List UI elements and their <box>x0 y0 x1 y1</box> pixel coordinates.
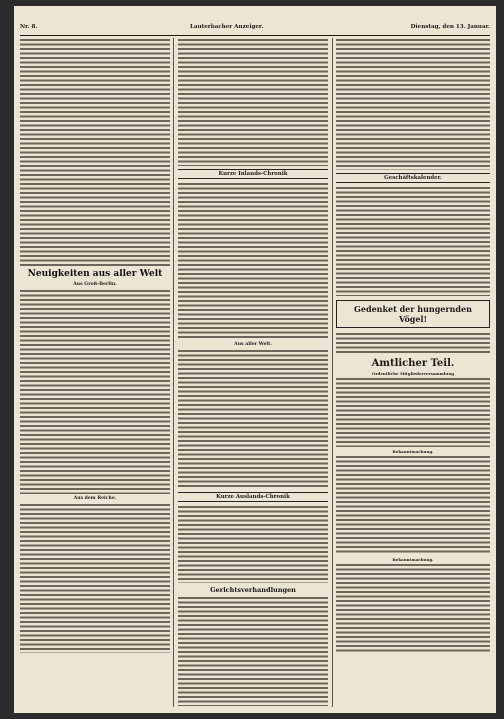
article-text <box>20 38 170 266</box>
official-section-title: Amtlicher Teil. <box>371 358 455 369</box>
article-text <box>336 186 490 296</box>
article-text <box>336 377 490 447</box>
page-header <box>20 24 490 34</box>
article-text <box>336 38 490 170</box>
article-text <box>336 563 490 653</box>
newspaper-name: Lauterbacher Anzeiger. <box>190 24 264 30</box>
article-text <box>336 455 490 555</box>
header-rule <box>20 35 490 36</box>
article-text <box>178 596 328 706</box>
section-heading: Geschäftskalender. <box>336 173 490 183</box>
issue-number: Nr. 8. <box>20 24 38 30</box>
column-1 <box>20 38 170 707</box>
section-heading: Neuigkeiten aus aller Welt <box>27 269 163 279</box>
column-divider <box>332 38 333 707</box>
subheading: Aus aller Welt. <box>234 342 272 347</box>
column-2 <box>178 38 328 707</box>
notice-box: Gedenket der hungernden Vögel! <box>336 300 490 328</box>
article-text <box>20 503 170 653</box>
section-heading: Gerichtsverhandlungen <box>210 586 296 594</box>
subheading: Bekanntmachung. <box>392 557 434 562</box>
subheading: Aus dem Reiche. <box>73 496 117 501</box>
issue-date: Dienstag, den 13. Januar. <box>410 24 490 30</box>
column-3 <box>336 38 490 707</box>
article-text <box>178 349 328 489</box>
article-text <box>178 182 328 340</box>
section-heading: Kurze Auslands-Chronik <box>178 492 328 502</box>
article-text <box>178 38 328 166</box>
article-text <box>20 289 170 494</box>
article-text <box>336 332 490 354</box>
column-divider <box>173 38 174 707</box>
subheading: Ordentliche Mitgliederversammlung <box>371 371 455 376</box>
article-text <box>178 505 328 583</box>
section-heading: Kurze Inlands-Chronik <box>178 169 328 179</box>
newspaper-page <box>14 6 496 713</box>
subheading: Bekanntmachung. <box>392 449 434 454</box>
subheading: Aus Groß-Berlin. <box>73 282 117 287</box>
